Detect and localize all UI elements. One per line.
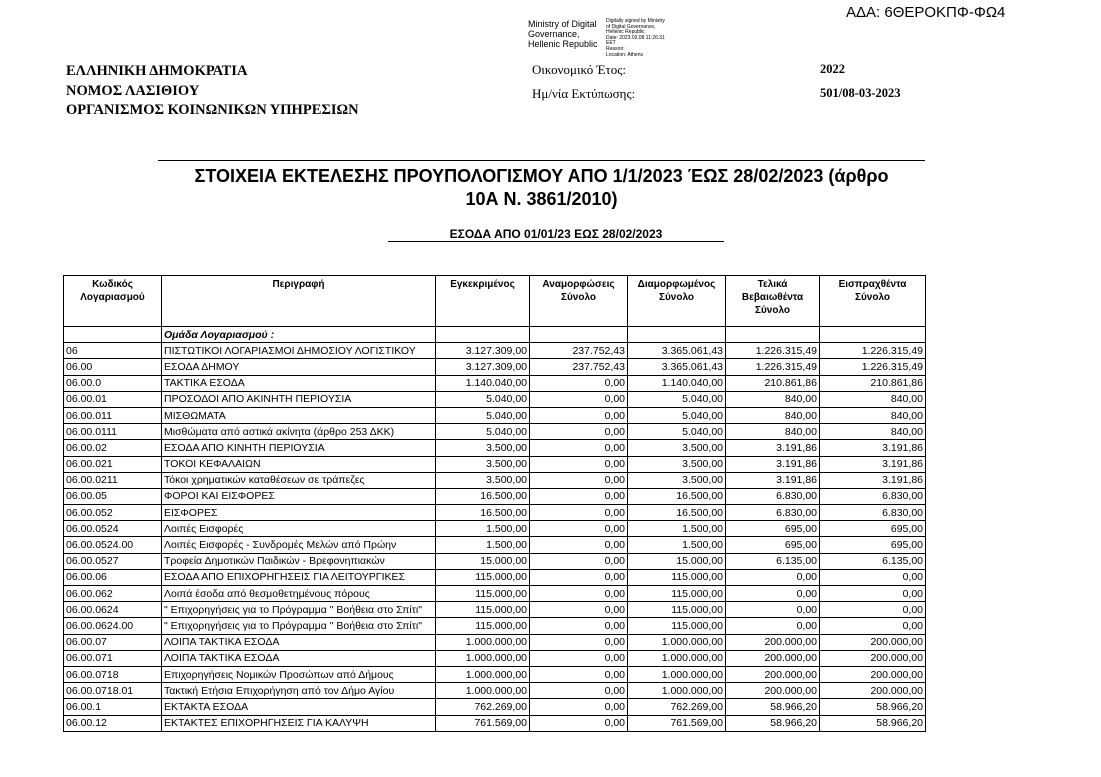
cell-description: ΕΚΤΑΚΤΑ ΕΣΟΔΑ [162, 699, 436, 715]
cell-collected-total: 0,00 [820, 569, 926, 585]
cell-amendments: 0,00 [530, 602, 628, 618]
cell-approved: 16.500,00 [436, 505, 530, 521]
cell-amendments: 0,00 [530, 569, 628, 585]
cell-collected-total: 3.191,86 [820, 440, 926, 456]
cell-approved: 15.000,00 [436, 553, 530, 569]
signature-org-line: Governance, [528, 29, 580, 39]
cell-description: " Επιχορηγήσεις για το Πρόγραμμα " Βοήθεια στο Σπίτι" [162, 618, 436, 634]
cell-approved: 1.000.000,00 [436, 666, 530, 682]
cell-collected-total: 3.191,86 [820, 456, 926, 472]
cell-description: ΕΣΟΔΑ ΔΗΜΟΥ [162, 359, 436, 375]
cell-account-code: 06.00.0718.01 [64, 683, 162, 699]
table-row [64, 488, 926, 504]
report-title-line: ΣΤΟΙΧΕΙΑ ΕΚΤΕΛΕΣΗΣ ΠΡΟΥΠΟΛΟΓΙΣΜΟΥ ΑΠΟ 1/1/2023 ΈΩΣ 28/02/2023 (άρθρο [194, 166, 889, 186]
signature-detail-line: Date: 2023.03.08 11:26:31 [606, 34, 665, 41]
cell-adjusted-total: 1.000.000,00 [628, 634, 726, 650]
group-label-row [64, 327, 926, 343]
cell-collected-total: 0,00 [820, 586, 926, 602]
cell-certified-total: 840,00 [726, 424, 820, 440]
cell-certified-total: 6.135,00 [726, 553, 820, 569]
print-date-label: Ημ/νία Εκτύπωσης: [532, 86, 636, 101]
cell-collected-total: 695,00 [820, 537, 926, 553]
cell-amendments: 0,00 [530, 699, 628, 715]
column-header-account-code [64, 276, 162, 327]
column-header-line: Τελικά [757, 279, 788, 290]
table-row [64, 634, 926, 650]
table-row [64, 505, 926, 521]
cell-amendments: 237.752,43 [530, 359, 628, 375]
cell-account-code: 06.00.0527 [64, 553, 162, 569]
cell-amendments: 0,00 [530, 586, 628, 602]
cell-amendments: 0,00 [530, 618, 628, 634]
cell-certified-total: 0,00 [726, 569, 820, 585]
cell-certified-total: 840,00 [726, 407, 820, 423]
subtitle-underline [388, 241, 724, 242]
cell-adjusted-total: 115.000,00 [628, 618, 726, 634]
cell-account-code: 06.00 [64, 359, 162, 375]
column-header-line: Περιγραφή [272, 279, 325, 290]
cell-collected-total: 695,00 [820, 521, 926, 537]
column-header-collected-total [820, 276, 926, 327]
cell-amendments: 0,00 [530, 424, 628, 440]
cell-description: Λοιπές Εισφορές - Συνδρομές Μελών από Πρώην [162, 537, 436, 553]
cell-adjusted-total: 5.040,00 [628, 424, 726, 440]
signature-detail-line: Location: Athens [606, 51, 643, 58]
cell-certified-total: 1.226.315,49 [726, 343, 820, 359]
column-header-line: Σύνολο [658, 292, 695, 303]
cell-approved: 3.500,00 [436, 472, 530, 488]
cell-description: " Επιχορηγήσεις για το Πρόγραμμα " Βοήθεια στο Σπίτι" [162, 602, 436, 618]
cell-certified-total: 1.226.315,49 [726, 359, 820, 375]
cell-description: ΕΙΣΦΟΡΕΣ [162, 505, 436, 521]
cell-amendments: 0,00 [530, 650, 628, 666]
signature-org-line: Hellenic Republic [528, 39, 598, 49]
cell-account-code: 06.00.06 [64, 569, 162, 585]
cell-approved: 1.500,00 [436, 537, 530, 553]
cell-certified-total: 200.000,00 [726, 650, 820, 666]
cell-approved: 761.569,00 [436, 715, 530, 731]
cell-adjusted-total: 1.000.000,00 [628, 650, 726, 666]
cell-certified-total: 200.000,00 [726, 683, 820, 699]
cell-approved: 1.500,00 [436, 521, 530, 537]
issuer-line: ΝΟΜΟΣ ΛΑΣΙΘΙΟΥ [66, 82, 200, 99]
table-header-row [64, 276, 926, 327]
cell-adjusted-total: 16.500,00 [628, 505, 726, 521]
cell-adjusted-total: 115.000,00 [628, 569, 726, 585]
cell-collected-total: 3.191,86 [820, 472, 926, 488]
cell-adjusted-total: 15.000,00 [628, 553, 726, 569]
cell-account-code: 06.00.05 [64, 488, 162, 504]
signature-detail-line: of Digital Governance, [606, 23, 656, 30]
cell-approved: 1.140.040,00 [436, 375, 530, 391]
cell-collected-total: 200.000,00 [820, 683, 926, 699]
cell-approved: 3.500,00 [436, 456, 530, 472]
cell-adjusted-total: 3.500,00 [628, 440, 726, 456]
cell-account-code: 06.00.0524.00 [64, 537, 162, 553]
cell-account-code: 06.00.01 [64, 391, 162, 407]
table-row [64, 602, 926, 618]
column-header-line: Εισπραχθέντα [838, 279, 907, 290]
cell-account-code: 06.00.07 [64, 634, 162, 650]
fiscal-year-label: Οικονομικό Έτος: [532, 62, 627, 77]
cell-account-code: 06.00.052 [64, 505, 162, 521]
signature-org-line: Ministry of Digital [528, 19, 597, 29]
table-row [64, 618, 926, 634]
cell-account-code: 06.00.0211 [64, 472, 162, 488]
cell-account-code: 06.00.0 [64, 375, 162, 391]
cell-adjusted-total: 761.569,00 [628, 715, 726, 731]
cell-adjusted-total: 1.140.040,00 [628, 375, 726, 391]
cell-certified-total: 3.191,86 [726, 456, 820, 472]
column-header-line: Σύνολο [854, 292, 891, 303]
cell-collected-total: 0,00 [820, 618, 926, 634]
cell-amendments: 0,00 [530, 456, 628, 472]
signature-organization [528, 19, 606, 49]
cell-account-code: 06.00.071 [64, 650, 162, 666]
column-header-line: Εγκεκριμένος [450, 279, 515, 290]
cell-certified-total: 58.966,20 [726, 715, 820, 731]
column-header-line: Αναμορφώσεις [542, 279, 615, 290]
cell-adjusted-total: 3.500,00 [628, 456, 726, 472]
cell-account-code: 06.00.12 [64, 715, 162, 731]
table-row [64, 472, 926, 488]
cell-certified-total: 3.191,86 [726, 440, 820, 456]
revenue-table [63, 275, 926, 732]
table-cell [820, 327, 926, 343]
table-row [64, 343, 926, 359]
ada-code: ΑΔΑ: 6ΘΕΡΟΚΠΦ-ΦΩ4 [846, 4, 1006, 21]
table-cell [64, 327, 162, 343]
table-row [64, 715, 926, 731]
cell-approved: 3.500,00 [436, 440, 530, 456]
cell-adjusted-total: 115.000,00 [628, 586, 726, 602]
column-header-certified-total [726, 276, 820, 327]
cell-approved: 5.040,00 [436, 407, 530, 423]
cell-description: ΕΚΤΑΚΤΕΣ ΕΠΙΧΟΡΗΓΗΣΕΙΣ ΓΙΑ ΚΑΛΥΨΗ [162, 715, 436, 731]
cell-adjusted-total: 3.500,00 [628, 472, 726, 488]
table-row [64, 569, 926, 585]
cell-account-code: 06.00.0624.00 [64, 618, 162, 634]
column-header-amendments [530, 276, 628, 327]
cell-amendments: 0,00 [530, 488, 628, 504]
table-row [64, 424, 926, 440]
cell-approved: 3.127.309,00 [436, 343, 530, 359]
column-header-line: Διαμορφωμένος [637, 279, 716, 290]
cell-collected-total: 210.861,86 [820, 375, 926, 391]
column-header-description [162, 276, 436, 327]
cell-amendments: 0,00 [530, 391, 628, 407]
cell-description: ΕΣΟΔΑ ΑΠΟ ΚΙΝΗΤΗ ΠΕΡΙΟΥΣΙΑ [162, 440, 436, 456]
cell-collected-total: 6.830,00 [820, 505, 926, 521]
cell-certified-total: 6.830,00 [726, 505, 820, 521]
issuer-line: ΟΡΓΑΝΙΣΜΟΣ ΚΟΙΝΩΝΙΚΩΝ ΥΠΗΡΕΣΙΩΝ [66, 102, 359, 118]
cell-certified-total: 210.861,86 [726, 375, 820, 391]
column-header-adjusted-total [628, 276, 726, 327]
report-subtitle: ΕΣΟΔΑ ΑΠΟ 01/01/23 ΕΩΣ 28/02/2023 [449, 227, 663, 241]
table-header [64, 276, 926, 327]
cell-account-code: 06.00.0718 [64, 666, 162, 682]
table-row [64, 407, 926, 423]
cell-description: ΤΑΚΤΙΚΑ ΕΣΟΔΑ [162, 375, 436, 391]
cell-certified-total: 200.000,00 [726, 634, 820, 650]
table-row [64, 699, 926, 715]
cell-approved: 1.000.000,00 [436, 650, 530, 666]
cell-approved: 1.000.000,00 [436, 683, 530, 699]
cell-amendments: 0,00 [530, 521, 628, 537]
cell-adjusted-total: 3.365.061,43 [628, 359, 726, 375]
cell-adjusted-total: 3.365.061,43 [628, 343, 726, 359]
cell-collected-total: 840,00 [820, 407, 926, 423]
cell-approved: 1.000.000,00 [436, 634, 530, 650]
cell-collected-total: 0,00 [820, 602, 926, 618]
cell-account-code: 06.00.062 [64, 586, 162, 602]
group-label: Ομάδα Λογαριασμού : [162, 327, 436, 343]
signature-detail-line: Digitally signed by Ministry [606, 18, 665, 24]
cell-approved: 115.000,00 [436, 586, 530, 602]
cell-certified-total: 0,00 [726, 602, 820, 618]
table-row [64, 359, 926, 375]
cell-approved: 5.040,00 [436, 424, 530, 440]
cell-approved: 115.000,00 [436, 569, 530, 585]
cell-description: Τόκοι χρηματικών καταθέσεων σε τράπεζες [162, 472, 436, 488]
cell-collected-total: 58.966,20 [820, 699, 926, 715]
cell-certified-total: 695,00 [726, 537, 820, 553]
signature-detail-line: EET [606, 40, 616, 47]
cell-certified-total: 58.966,20 [726, 699, 820, 715]
table-row [64, 521, 926, 537]
table-row [64, 553, 926, 569]
cell-account-code: 06.00.0624 [64, 602, 162, 618]
cell-description: Μισθώματα από αστικά ακίνητα (άρθρο 253 ΔΚΚ) [162, 424, 436, 440]
cell-adjusted-total: 16.500,00 [628, 488, 726, 504]
cell-collected-total: 1.226.315,49 [820, 359, 926, 375]
cell-amendments: 0,00 [530, 553, 628, 569]
cell-collected-total: 840,00 [820, 391, 926, 407]
cell-amendments: 237.752,43 [530, 343, 628, 359]
cell-collected-total: 200.000,00 [820, 666, 926, 682]
cell-amendments: 0,00 [530, 715, 628, 731]
table-cell [628, 327, 726, 343]
cell-certified-total: 695,00 [726, 521, 820, 537]
cell-description: Επιχορηγήσεις Νομικών Προσώπων από Δήμους [162, 666, 436, 682]
cell-description: Λοιπές Εισφορές [162, 521, 436, 537]
table-row [64, 456, 926, 472]
cell-collected-total: 6.135,00 [820, 553, 926, 569]
cell-description: ΛΟΙΠΑ ΤΑΚΤΙΚΑ ΕΣΟΔΑ [162, 634, 436, 650]
cell-collected-total: 200.000,00 [820, 634, 926, 650]
cell-amendments: 0,00 [530, 440, 628, 456]
table-row [64, 666, 926, 682]
cell-description: ΦΟΡΟΙ ΚΑΙ ΕΙΣΦΟΡΕΣ [162, 488, 436, 504]
cell-adjusted-total: 762.269,00 [628, 699, 726, 715]
column-header-line: Βεβαιωθέντα [741, 292, 804, 303]
issuer-line: ΕΛΛΗΝΙΚΗ ΔΗΜΟΚΡΑΤΙΑ [66, 63, 248, 79]
cell-account-code: 06.00.0524 [64, 521, 162, 537]
cell-account-code: 06.00.021 [64, 456, 162, 472]
cell-collected-total: 1.226.315,49 [820, 343, 926, 359]
cell-description: ΤΟΚΟΙ ΚΕΦΑΛΑΙΩΝ [162, 456, 436, 472]
column-header-line: Κωδικός [92, 279, 133, 290]
column-header-approved [436, 276, 530, 327]
column-header-line: Σύνολο [754, 305, 791, 316]
cell-amendments: 0,00 [530, 683, 628, 699]
cell-adjusted-total: 1.000.000,00 [628, 683, 726, 699]
cell-description: Τακτική Ετήσια Επιχορήγηση από τον Δήμο Αγίου [162, 683, 436, 699]
cell-adjusted-total: 1.500,00 [628, 521, 726, 537]
cell-amendments: 0,00 [530, 666, 628, 682]
cell-amendments: 0,00 [530, 375, 628, 391]
cell-description: ΕΣΟΔΑ ΑΠΟ ΕΠΙΧΟΡΗΓΗΣΕΙΣ ΓΙΑ ΛΕΙΤΟΥΡΓΙΚΕΣ [162, 569, 436, 585]
cell-approved: 115.000,00 [436, 618, 530, 634]
cell-adjusted-total: 115.000,00 [628, 602, 726, 618]
table-body [64, 327, 926, 732]
column-header-line: Σύνολο [560, 292, 597, 303]
cell-account-code: 06 [64, 343, 162, 359]
issuer-block [66, 62, 359, 121]
cell-adjusted-total: 1.000.000,00 [628, 666, 726, 682]
fiscal-year-value: 2022 [820, 62, 845, 76]
cell-amendments: 0,00 [530, 505, 628, 521]
cell-amendments: 0,00 [530, 407, 628, 423]
cell-approved: 16.500,00 [436, 488, 530, 504]
cell-collected-total: 200.000,00 [820, 650, 926, 666]
signature-detail-line: Reason: [606, 45, 625, 52]
cell-approved: 762.269,00 [436, 699, 530, 715]
cell-adjusted-total: 1.500,00 [628, 537, 726, 553]
title-divider [158, 160, 925, 161]
cell-adjusted-total: 5.040,00 [628, 391, 726, 407]
print-date-value: 501/08-03-2023 [820, 86, 901, 100]
table-row [64, 537, 926, 553]
table-row [64, 650, 926, 666]
cell-amendments: 0,00 [530, 537, 628, 553]
signature-detail-line: Hellenic Republic [606, 29, 645, 36]
cell-amendments: 0,00 [530, 634, 628, 650]
cell-description: ΛΟΙΠΑ ΤΑΚΤΙΚΑ ΕΣΟΔΑ [162, 650, 436, 666]
cell-certified-total: 0,00 [726, 618, 820, 634]
table-cell [436, 327, 530, 343]
table-row [64, 375, 926, 391]
cell-adjusted-total: 5.040,00 [628, 407, 726, 423]
cell-description: Τροφεία Δημοτικών Παιδικών - Βρεφονηπιακών [162, 553, 436, 569]
table-row [64, 683, 926, 699]
table-row [64, 586, 926, 602]
cell-approved: 3.127.309,00 [436, 359, 530, 375]
report-title [158, 165, 925, 211]
table-cell [530, 327, 628, 343]
cell-account-code: 06.00.011 [64, 407, 162, 423]
cell-approved: 5.040,00 [436, 391, 530, 407]
cell-account-code: 06.00.1 [64, 699, 162, 715]
cell-description: ΜΙΣΘΩΜΑΤΑ [162, 407, 436, 423]
column-header-line: Λογαριασμού [80, 292, 145, 303]
cell-collected-total: 6.830,00 [820, 488, 926, 504]
cell-collected-total: 58.966,20 [820, 715, 926, 731]
cell-description: Λοιπά έσοδα από θεσμοθετημένους πόρους [162, 586, 436, 602]
table-cell [726, 327, 820, 343]
cell-amendments: 0,00 [530, 472, 628, 488]
cell-description: ΠΡΟΣΟΔΟΙ ΑΠΟ ΑΚΙΝΗΤΗ ΠΕΡΙΟΥΣΙΑ [162, 391, 436, 407]
table-row [64, 440, 926, 456]
cell-certified-total: 3.191,86 [726, 472, 820, 488]
cell-account-code: 06.00.0111 [64, 424, 162, 440]
cell-certified-total: 840,00 [726, 391, 820, 407]
cell-collected-total: 840,00 [820, 424, 926, 440]
report-title-line: 10Α Ν. 3861/2010) [465, 189, 618, 209]
cell-certified-total: 0,00 [726, 586, 820, 602]
signature-details [606, 19, 686, 58]
cell-description: ΠΙΣΤΩΤΙΚΟΙ ΛΟΓΑΡΙΑΣΜΟΙ ΔΗΜΟΣΙΟΥ ΛΟΓΙΣΤΙΚΟΥ [162, 343, 436, 359]
table-row [64, 391, 926, 407]
cell-account-code: 06.00.02 [64, 440, 162, 456]
cell-certified-total: 200.000,00 [726, 666, 820, 682]
cell-approved: 115.000,00 [436, 602, 530, 618]
cell-certified-total: 6.830,00 [726, 488, 820, 504]
